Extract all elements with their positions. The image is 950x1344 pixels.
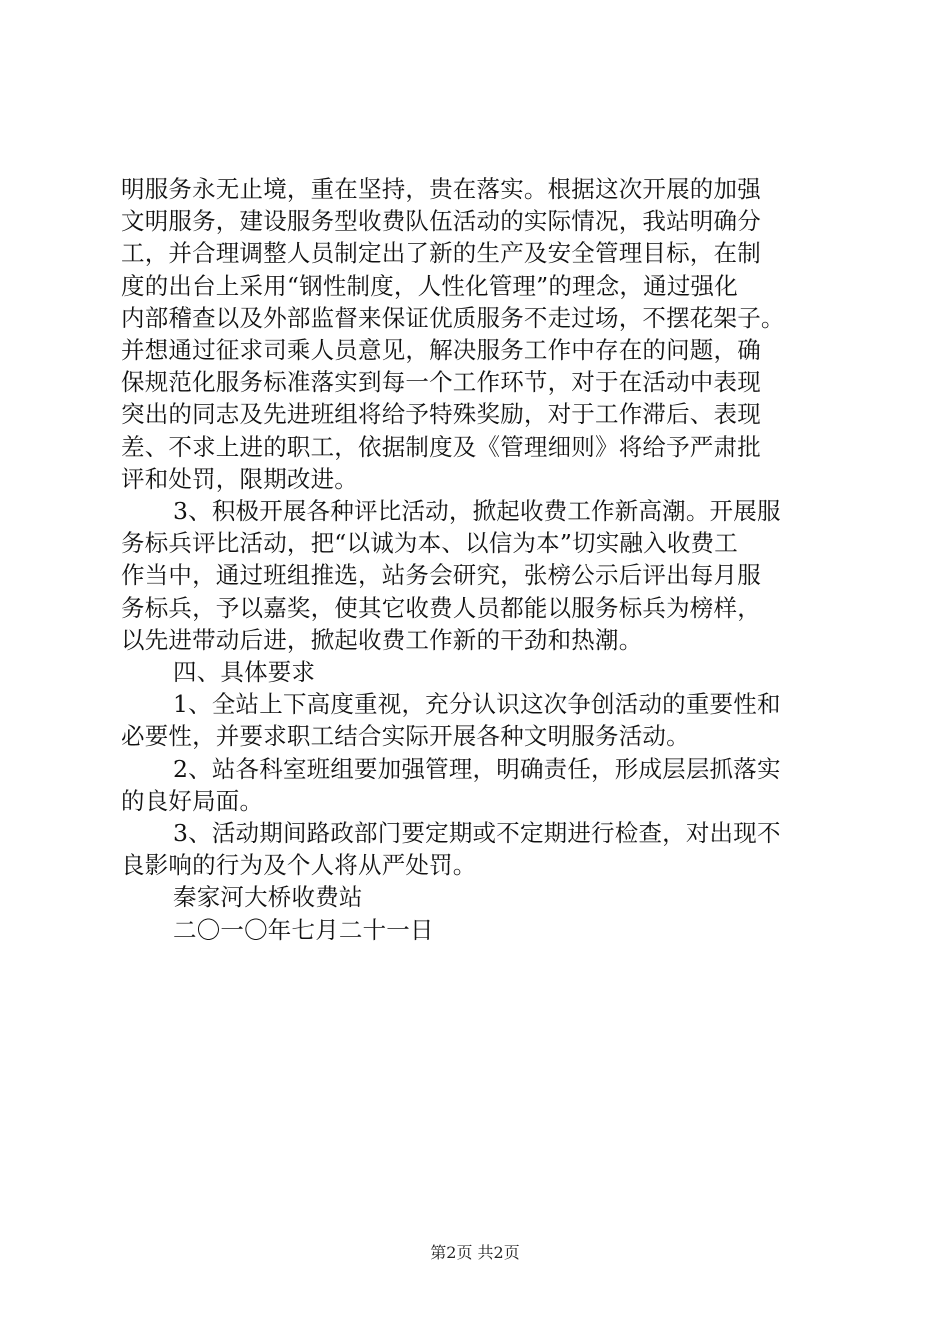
section-3-first-line: 3、积极开展各种评比活动，掀起收费工作新高潮。开展服 bbox=[173, 497, 781, 526]
body-line-5: 内部稽查以及外部监督来保证优质服务不走过场，不摆花架子。 bbox=[121, 303, 785, 332]
requirement-2-first-line: 2、站各科室班组要加强管理，明确责任，形成层层抓落实 bbox=[173, 754, 781, 783]
requirement-2-second-line: 的良好局面。 bbox=[121, 786, 264, 815]
body-line-13: 作当中，通过班组推选，站务会研究，张榜公示后评出每月服 bbox=[121, 561, 761, 590]
document-body bbox=[121, 173, 837, 946]
body-line-2: 文明服务，建设服务型收费队伍活动的实际情况，我站明确分 bbox=[121, 207, 761, 236]
body-line-6: 并想通过征求司乘人员意见，解决服务工作中存在的问题，确 bbox=[121, 336, 761, 365]
signature-date: 二〇一〇年七月二十一日 bbox=[173, 915, 434, 944]
signature-organization: 秦家河大桥收费站 bbox=[173, 883, 363, 912]
requirement-1-second-line: 必要性，并要求职工结合实际开展各种文明服务活动。 bbox=[121, 722, 690, 751]
body-line-10: 评和处罚，限期改进。 bbox=[121, 464, 358, 493]
requirement-1-first-line: 1、全站上下高度重视，充分认识这次争创活动的重要性和 bbox=[173, 690, 781, 719]
body-line-7: 保规范化服务标准落实到每一个工作环节，对于在活动中表现 bbox=[121, 368, 761, 397]
requirement-3-second-line: 良影响的行为及个人将从严处罚。 bbox=[121, 851, 477, 880]
body-line-12: 务标兵评比活动，把“以诚为本、以信为本”切实融入收费工 bbox=[121, 529, 738, 558]
requirement-3-first-line: 3、活动期间路政部门要定期或不定期进行检查，对出现不 bbox=[173, 819, 781, 848]
body-line-15: 以先进带动后进，掀起收费工作新的干劲和热潮。 bbox=[121, 625, 643, 654]
body-line-1: 明服务永无止境，重在坚持，贵在落实。根据这次开展的加强 bbox=[121, 175, 761, 203]
body-line-14: 务标兵，予以嘉奖，使其它收费人员都能以服务标兵为榜样， bbox=[121, 593, 761, 622]
page-number-footer: 第2页 共2页 bbox=[430, 1243, 520, 1262]
section-heading: 四、具体要求 bbox=[173, 658, 316, 687]
body-line-9: 差、不求上进的职工，依据制度及《管理细则》将给予严肃批 bbox=[121, 432, 761, 461]
body-line-4: 度的出台上采用“钢性制度，人性化管理”的理念，通过强化 bbox=[121, 271, 738, 300]
body-line-8: 突出的同志及先进班组将给予特殊奖励，对于工作滞后、表现 bbox=[121, 400, 761, 429]
body-line-3: 工，并合理调整人员制定出了新的生产及安全管理目标，在制 bbox=[121, 239, 761, 268]
